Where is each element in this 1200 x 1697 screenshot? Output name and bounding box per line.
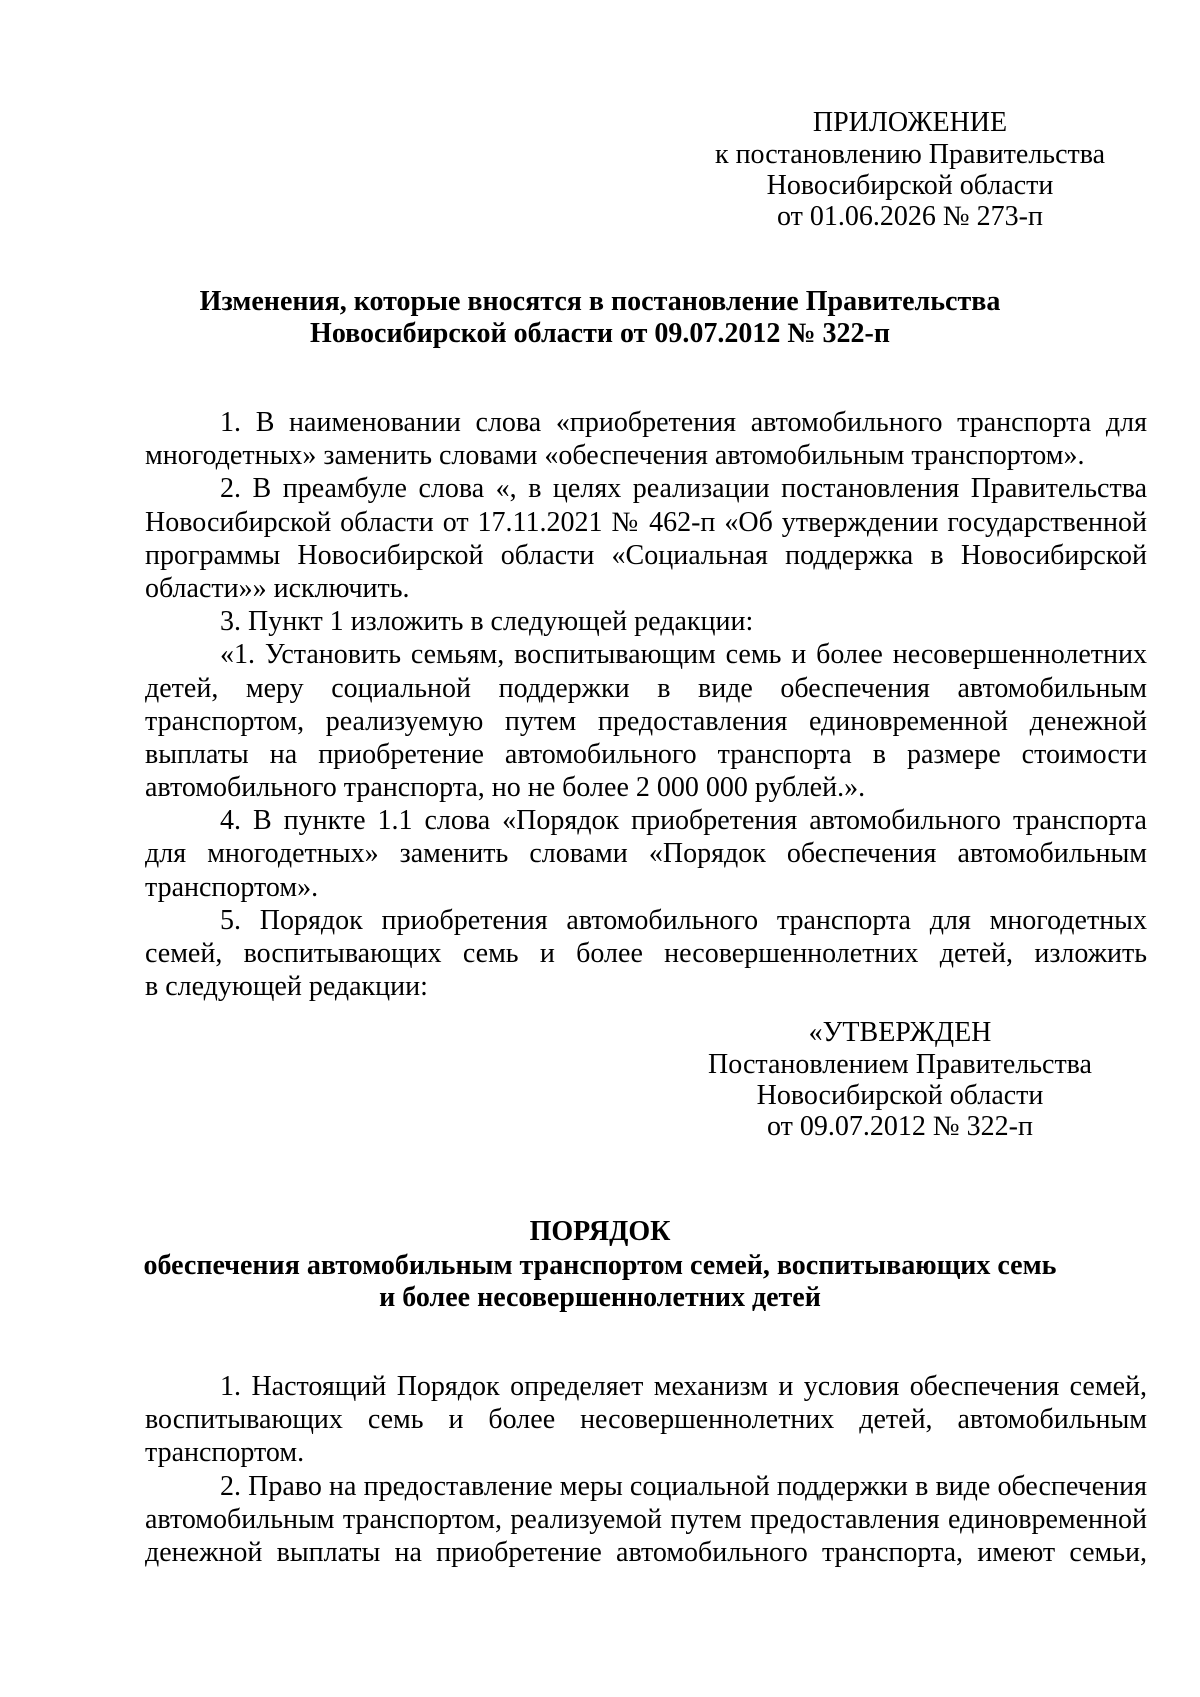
body-line: 1. Настоящий Порядок определяет механизм и условия обеспечения семей, — [220, 1371, 1147, 1402]
changes-heading-line-1: Изменения, которые вносятся в постановление Правительства — [199, 286, 1001, 317]
body-line: для многодетных» заменить словами «Порядок обеспечения автомобильным — [145, 838, 1147, 870]
order-title: ПОРЯДОК — [529, 1216, 671, 1247]
order-subtitle-line-1: обеспечения автомобильным транспортом семей, воспитывающих семь — [143, 1250, 1057, 1281]
body-line: детей, меру социальной поддержки в виде обеспечения автомобильным — [145, 672, 1147, 704]
annex-title: ПРИЛОЖЕНИЕ — [812, 107, 1008, 138]
body-line: области»» исключить. — [145, 572, 410, 604]
approved-region: Новосибирской области — [756, 1080, 1044, 1111]
body-line: транспортом. — [145, 1437, 305, 1469]
body-line: программы Новосибирской области «Социальная поддержка в Новосибирской — [145, 539, 1147, 571]
body-line: автомобильного транспорта, но не более 2 000 000 рублей.». — [145, 772, 866, 804]
body-line: 4. В пункте 1.1 слова «Порядок приобретения автомобильного транспорта — [220, 805, 1147, 837]
body-line: выплаты на приобретение автомобильного транспорта в размере стоимости — [145, 738, 1147, 770]
body-line: многодетных» заменить словами «обеспечения автомобильным транспортом». — [145, 440, 1085, 472]
order-subtitle-line-2: и более несовершеннолетних детей — [379, 1282, 821, 1313]
body-line: денежной выплаты на приобретение автомобильного транспорта, имеют семьи, — [145, 1536, 1147, 1568]
changes-body — [145, 406, 1147, 1003]
body-line: «1. Установить семьям, воспитывающим семь и более несовершеннолетних — [220, 639, 1147, 671]
body-line: 2. В преамбуле слова «, в целях реализации постановления Правительства — [220, 473, 1147, 505]
body-line: Новосибирской области от 17.11.2021 № 462-п «Об утверждении государственной — [145, 506, 1147, 538]
body-line: воспитывающих семь и более несовершеннолетних детей, автомобильным — [145, 1404, 1147, 1436]
body-line: 1. В наименовании слова «приобретения автомобильного транспорта для — [220, 407, 1147, 438]
body-line: семей, воспитывающих семь и более несовершеннолетних детей, изложить — [145, 938, 1147, 969]
body-line: в следующей редакции: — [145, 971, 428, 1003]
annex-resolution-ref: к постановлению Правительства — [714, 139, 1106, 170]
order-body — [145, 1370, 1147, 1569]
body-line: 3. Пункт 1 изложить в следующей редакции: — [220, 606, 754, 638]
approved-title: «УТВЕРЖДЕН — [808, 1017, 992, 1048]
body-line: 5. Порядок приобретения автомобильного транспорта для многодетных — [220, 904, 1147, 936]
annex-date-number: от 01.06.2026 № 273-п — [777, 201, 1043, 232]
approved-by: Постановлением Правительства — [708, 1049, 1092, 1080]
approved-date-number: от 09.07.2012 № 322-п — [767, 1111, 1033, 1142]
changes-heading-line-2: Новосибирской области от 09.07.2012 № 322-п — [310, 318, 890, 349]
body-line: транспортом». — [145, 871, 319, 903]
body-line: автомобильным транспортом, реализуемой путем предоставления единовременной — [145, 1503, 1147, 1535]
annex-region: Новосибирской области — [766, 170, 1054, 201]
body-line: 2. Право на предоставление меры социальной поддержки в виде обеспечения — [220, 1470, 1147, 1502]
body-line: транспортом, реализуемую путем предоставления единовременной денежной — [145, 705, 1147, 737]
